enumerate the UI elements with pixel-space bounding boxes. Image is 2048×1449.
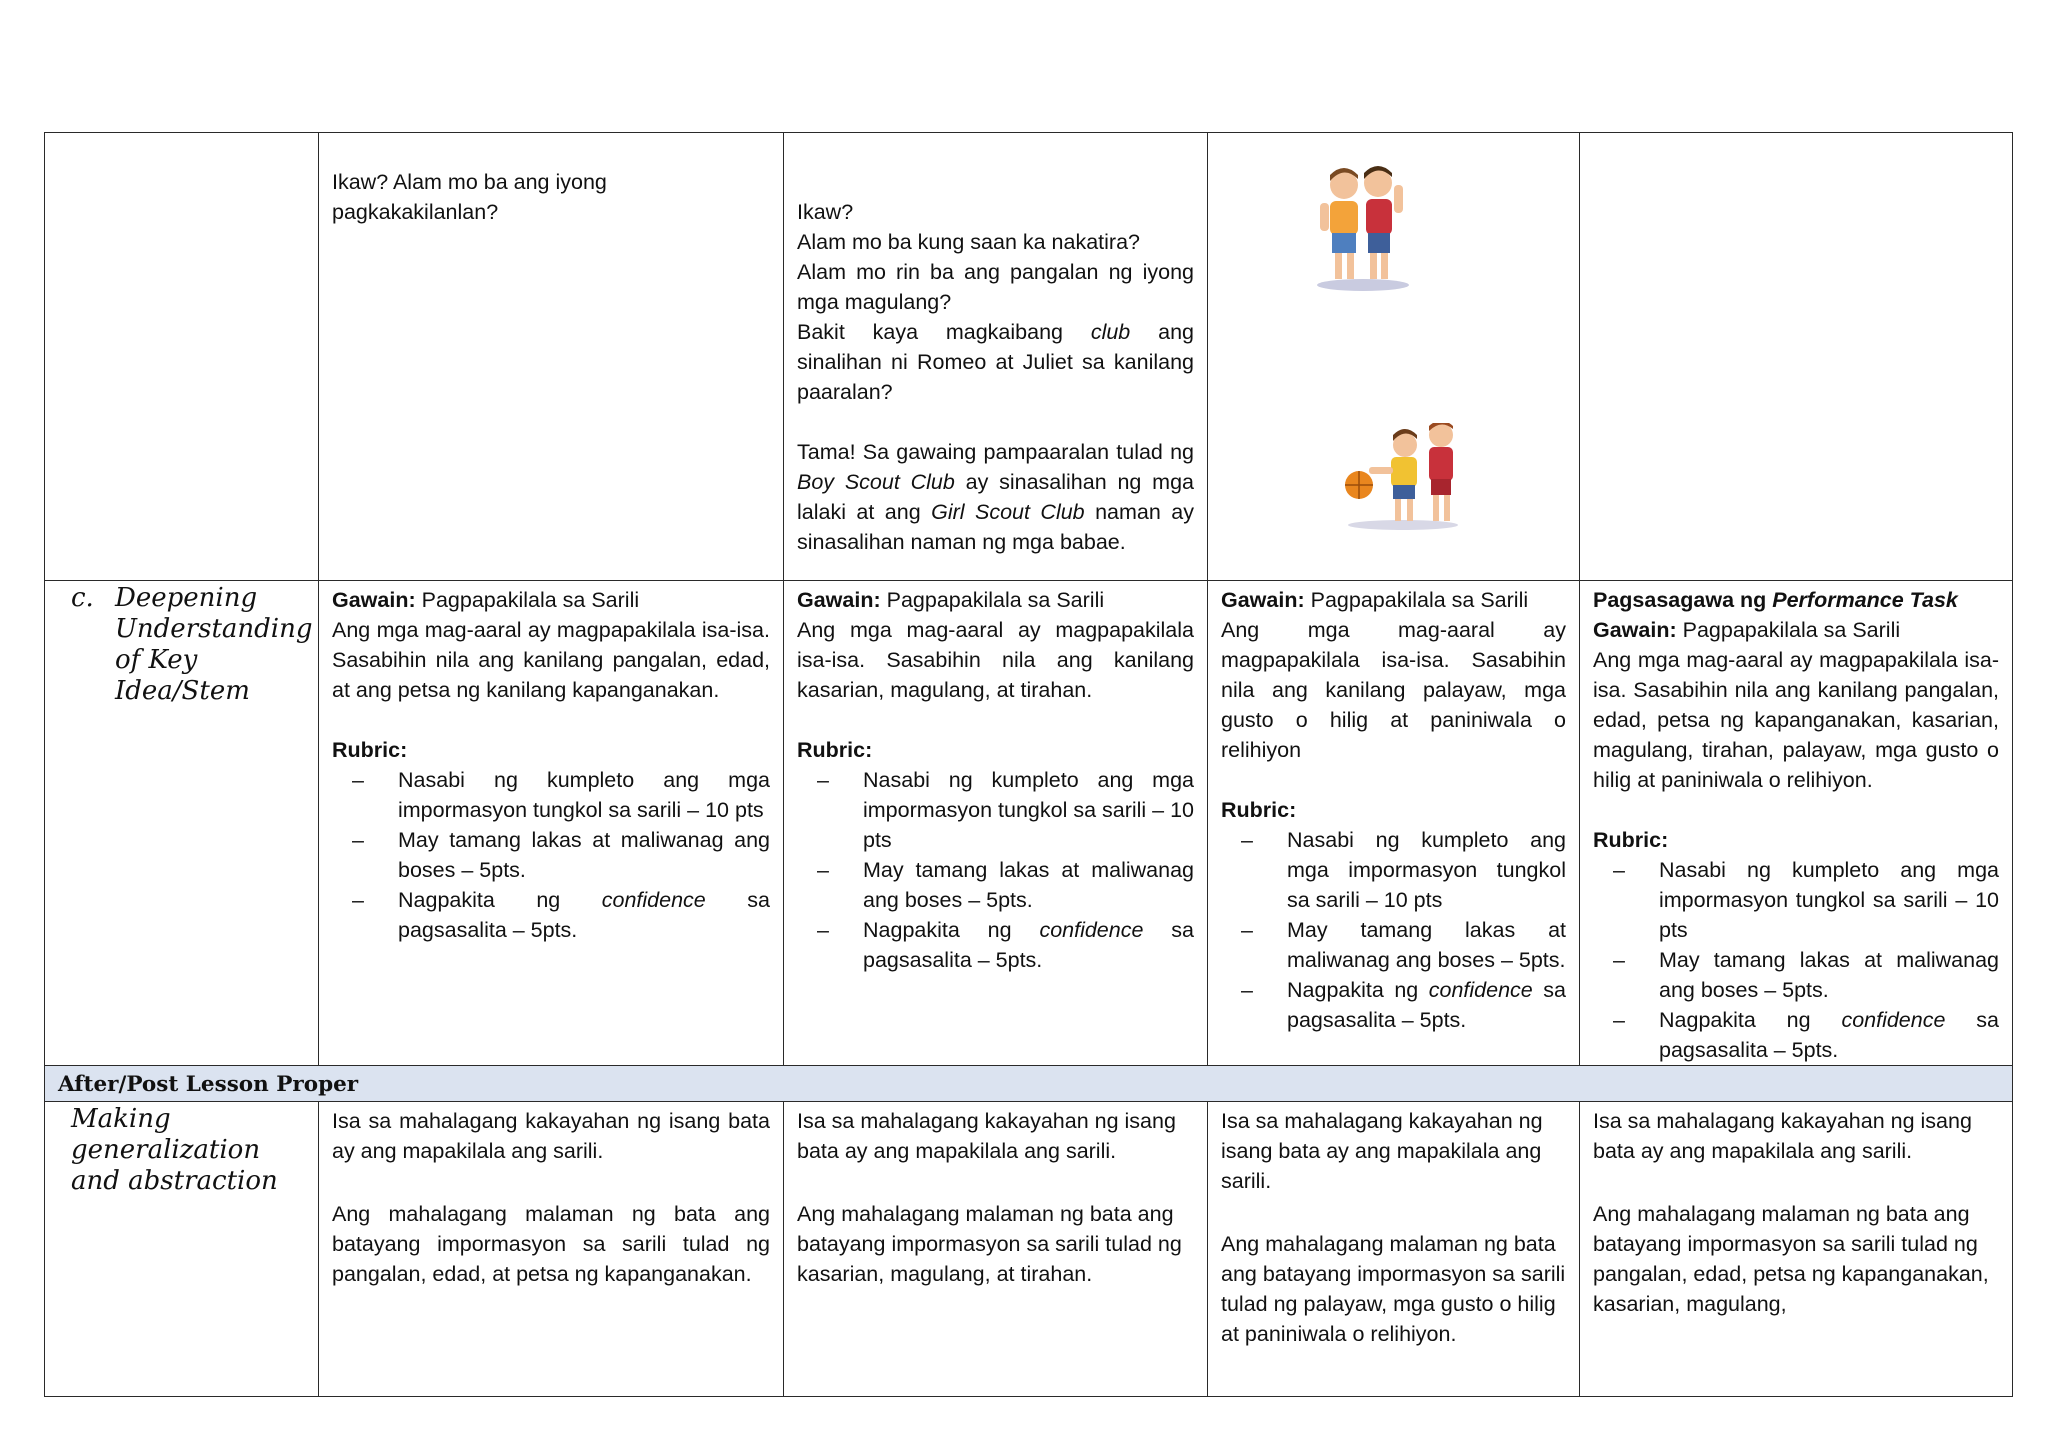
row2-col4 <box>1208 581 1580 1066</box>
row3-col2 <box>319 1102 784 1397</box>
row1-col2 <box>319 133 784 581</box>
text-paragraph: Isa sa mahalagang kakayahan ng isang bata ay ang mapakilala ang sarili. <box>332 1109 770 1163</box>
text-paragraph: Isa sa mahalagang kakayahan ng isang bata ay ang mapakilala ang sarili. <box>797 1109 1176 1163</box>
row3-col3 <box>784 1102 1208 1397</box>
text-line: pagkakakilanlan? <box>332 200 499 224</box>
section-header-row <box>45 1066 2013 1102</box>
text-line: Ikaw? <box>797 200 854 224</box>
row-generalization <box>45 1102 2013 1397</box>
rubric-heading: Rubric: <box>797 738 873 762</box>
list-item: – May tamang lakas at maliwanag ang boses – 5pts. <box>1241 918 1566 972</box>
rubric-heading: Rubric: <box>1221 798 1297 822</box>
list-item: – Nagpakita ng confidence sa pagsasalita – 5pts. <box>1241 978 1566 1032</box>
text-line: Alam mo ba kung saan ka nakatira? <box>797 230 1141 254</box>
rubric-heading: Rubric: <box>1593 828 1669 852</box>
row3-col5 <box>1580 1102 2013 1397</box>
row2-label-cell <box>45 581 319 1066</box>
section-title: After/Post Lesson Proper <box>45 1066 2013 1102</box>
row-deepening <box>45 581 2013 1066</box>
row3-label-cell <box>45 1102 319 1397</box>
row1-col3 <box>784 133 1208 581</box>
list-item: – May tamang lakas at maliwanag ang boses – 5pts. <box>1613 948 1999 1002</box>
list-item: – Nagpakita ng confidence sa pagsasalita – 5pts. <box>817 918 1194 972</box>
row2-col5 <box>1580 581 2013 1066</box>
question-club: Bakit kaya magkaibang club ang sinalihan ni Romeo at Juliet sa kanilang paaralan? <box>797 320 1194 404</box>
text-paragraph: Isa sa mahalagang kakayahan ng isang bata ay ang mapakilala ang sarili. <box>1593 1109 1972 1163</box>
rubric-list <box>332 765 770 945</box>
list-item: – Nasabi ng kumpleto ang mga impormasyon tungkol sa sarili – 10 pts <box>1241 828 1566 912</box>
text-line: Ikaw? Alam mo ba ang iyong <box>332 170 607 194</box>
gawain-description: Ang mga mag-aaral ay magpapakilala isa-isa. Sasabihin nila ang kanilang pangalan, edad, at ang petsa ng kanilang kapanganakan. <box>332 618 770 702</box>
rubric-list <box>1221 825 1566 1035</box>
gawain-heading: Gawain: Pagpapakilala sa Sarili <box>797 588 1105 612</box>
row3-col4 <box>1208 1102 1580 1397</box>
row1-label-cell <box>45 133 319 581</box>
list-item: – Nasabi ng kumpleto ang mga impormasyon tungkol sa sarili – 10 pts <box>1613 858 1999 942</box>
row1-col4 <box>1208 133 1580 581</box>
gawain-heading: Gawain: Pagpapakilala sa Sarili <box>1593 618 1901 642</box>
gawain-heading: Gawain: Pagpapakilala sa Sarili <box>1221 588 1529 612</box>
text-paragraph: Isa sa mahalagang kakayahan ng isang bata ay ang mapakilala ang sarili. <box>1221 1109 1543 1193</box>
rubric-heading: Rubric: <box>332 738 408 762</box>
gawain-description: Ang mga mag-aaral ay magpapakilala isa-isa. Sasabihin nila ang kanilang palayaw, mga gusto o hilig at paniniwala o relihiyon <box>1221 618 1566 762</box>
gawain-description: Ang mga mag-aaral ay magpapakilala isa-isa. Sasabihin nila ang kanilang pangalan, edad, petsa ng kapanganakan, kasarian, magulang, tirahan, palayaw, mga gusto o hilig at paniniwala o relihiyon. <box>1593 648 1999 792</box>
text-paragraph: Ang mahalagang malaman ng bata ang batayang impormasyon sa sarili tulad ng pangalan, edad, petsa ng kapanganakan, kasarian, magulang, <box>1593 1202 1989 1316</box>
generalization-label: Making generalization and abstraction <box>71 1104 278 1196</box>
rubric-list <box>797 765 1194 975</box>
row-motivation <box>45 133 2013 581</box>
performance-task-heading: Pagsasagawa ng Performance Task <box>1593 588 1958 612</box>
lesson-plan-table <box>44 132 2013 1397</box>
list-item: – May tamang lakas at maliwanag ang boses – 5pts. <box>817 858 1194 912</box>
two-boys-illustration <box>1308 163 1418 293</box>
text-paragraph: Ang mahalagang malaman ng bata ang batayang impormasyon sa sarili tulad ng palayaw, mga gusto o hilig at paniniwala o relihiyon. <box>1221 1232 1566 1346</box>
text-line: Alam mo rin ba ang pangalan ng iyong mga magulang? <box>797 260 1194 314</box>
row1-col5 <box>1580 133 2013 581</box>
answer-paragraph: Tama! Sa gawaing pampaaralan tulad ng Boy Scout Club ay sinasalihan ng mga lalaki at ang Girl Scout Club naman ay sinasalihan naman ng mga babae. <box>797 440 1194 554</box>
list-item: – Nasabi ng kumpleto ang mga impormasyon tungkol sa sarili – 10 pts <box>817 768 1195 852</box>
gawain-heading: Gawain: Pagpapakilala sa Sarili <box>332 588 640 612</box>
row2-col2 <box>319 581 784 1066</box>
rubric-list <box>1593 855 1999 1065</box>
gawain-description: Ang mga mag-aaral ay magpapakilala isa-isa. Sasabihin nila ang kanilang kasarian, magulang, at tirahan. <box>797 618 1194 702</box>
text-paragraph: Ang mahalagang malaman ng bata ang batayang impormasyon sa sarili tulad ng kasarian, magulang, at tirahan. <box>797 1202 1182 1286</box>
row2-col3 <box>784 581 1208 1066</box>
text-paragraph: Ang mahalagang malaman ng bata ang batayang impormasyon sa sarili tulad ng pangalan, edad, at petsa ng kapanganakan. <box>332 1202 770 1286</box>
list-item: – May tamang lakas at maliwanag ang boses – 5pts. <box>352 828 770 882</box>
boys-basketball-illustration <box>1333 423 1473 533</box>
list-item: – Nagpakita ng confidence sa pagsasalita – 5pts. <box>1613 1008 1999 1062</box>
deepening-label: c. Deepening Understanding of Key Idea/Stem <box>71 583 313 706</box>
list-item: – Nagpakita ng confidence sa pagsasalita – 5pts. <box>352 888 770 942</box>
list-item: – Nasabi ng kumpleto ang mga impormasyon tungkol sa sarili – 10 pts <box>352 768 770 822</box>
